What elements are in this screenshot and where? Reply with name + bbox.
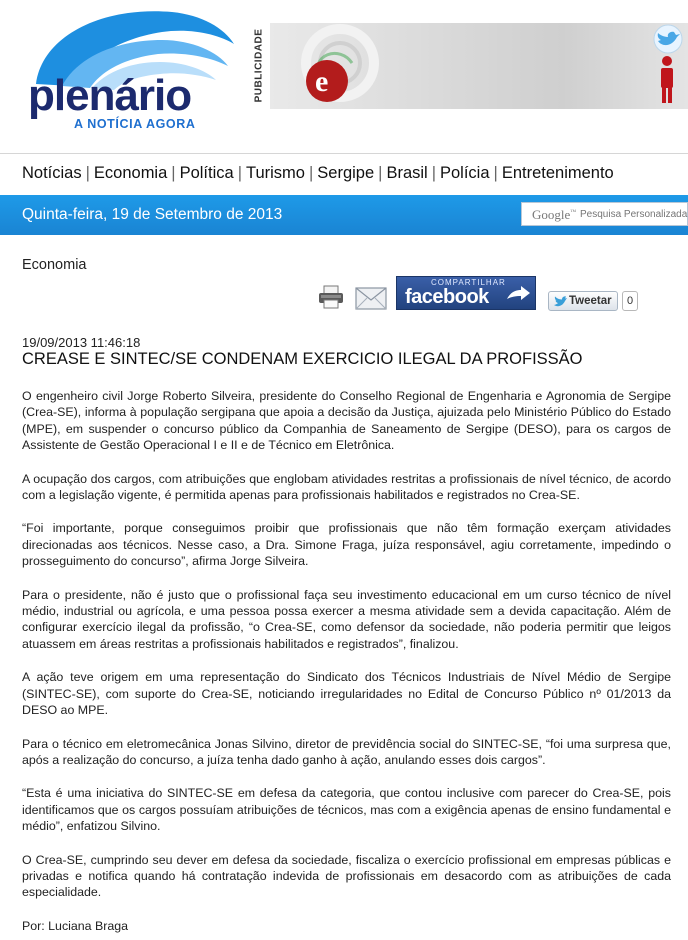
article-paragraph: O engenheiro civil Jorge Roberto Silveira, presidente do Conselho Regional de Engenharia e Agronomia de Sergipe (Crea-SE), informa à população sergipana que apoia a decisão da Justiça, ajuizada pelo Ministério Público do Estado (MPE), em suspender o concurso público da Companhia de Saneamento de Sergipe (DESO), para os cargos de Assistente de Gestão Operacional I e II e de Técnico em Eletrônica. [22,389,671,453]
article-paragraph: “Esta é uma iniciativa do SINTEC-SE em defesa da categoria, que contou inclusive com parecer do Crea-SE, pois identificamos que os cargos possuíam atribuições de técnicos, mas com a exigência apenas de ensino fundamental e médio”, enfatizou Silvino. [22,786,671,834]
article-paragraph: Para o presidente, não é justo que o profissional faça seu investimento educacional em um curso técnico de nível médio, industrial ou agrícola, e uma pessoa possa exercer a mesma atividade sem a devida capacitação. Além de configurar exercício ilegal da profissão, “o Crea-SE, como defensor da sociedade, não poderia permitir que leigos atuassem em áreas restritas a profissionais habilitados e registrados”, finalizou. [22,587,671,651]
twitter-bird-icon [554,296,567,307]
nav-item-brasil[interactable]: Brasil [386,164,428,182]
nav-separator: | [493,164,498,182]
search-input[interactable] [580,204,688,224]
ad-banner[interactable] [270,23,688,109]
twitter-bird-icon [654,25,682,53]
article-paragraph: “Foi importante, porque conseguimos proibir que profissionais que não têm formação exerçam atividades direcionadas aos técnicos. Nesse caso, a Dra. Simone Fraga, juíza responsável, agiu corretamente, impedindo o prosseguimento do concurso”, afirma Jorge Silveira. [22,521,671,569]
nav-item-sergipe[interactable]: Sergipe [317,164,375,182]
article-timestamp: 19/09/2013 11:46:18 [22,335,141,350]
logo-tagline: A NOTÍCIA AGORA [74,117,196,131]
nav-separator: | [85,164,90,182]
ad-artwork [270,23,688,109]
facebook-share-button[interactable] [396,276,536,310]
tweet-label: Tweetar [569,295,612,307]
nav-item-entretenimento[interactable]: Entretenimento [501,164,614,182]
facebook-share-caption: COMPARTILHAR [431,278,506,287]
nav-item-turismo[interactable]: Turismo [245,164,305,182]
nav-item-economia[interactable]: Economia [93,164,168,182]
tweet-button[interactable] [548,291,618,311]
google-logo: Google™ [532,207,577,222]
nav-separator: | [237,164,242,182]
current-date: Quinta-feira, 19 de Setembro de 2013 [22,206,283,223]
article-paragraph: Para o técnico em eletromecânica Jonas Silvino, diretor de previdência social do SINTEC-SE, “foi uma surpresa que, após a realização do concurso, a juíza tenha dado ganho à ação, anulando esses dois cargos”. [22,736,671,767]
nav-separator: | [171,164,176,182]
article-paragraph: A ação teve origem em uma representação do Sindicato dos Técnicos Industriais de Nível Médio de Sergipe (SINTEC-SE), com suporte do Crea-SE, noticiando irregularidades no Edital de Concurso Público nº 01/2013 da DESO ao MPE. [22,670,671,718]
envelope-icon[interactable] [355,285,387,311]
person-icon [661,56,673,103]
search-box[interactable] [521,202,688,226]
plenario-logo[interactable] [22,6,252,134]
article-paragraph: O Crea-SE, cumprindo seu dever em defesa da sociedade, fiscaliza o exercício profissional em empresas públicas e privadas e notifica quando há contratação indevida de profissionais em desacordo com as atribuições de cada especialidade. [22,852,671,900]
article-byline: Por: Luciana Braga [22,918,129,933]
nav-item-policia[interactable]: Polícia [440,164,490,182]
header-divider [0,153,688,154]
share-arrow-icon [505,285,531,305]
logo-name: plenário [28,71,192,120]
ad-label: PUBLICIDADE [253,28,265,103]
main-nav [22,164,614,186]
article-body [22,388,671,934]
section-label: Economia [22,257,87,273]
nav-separator: | [378,164,383,182]
nav-separator: | [431,164,436,182]
nav-item-noticias[interactable]: Notícias [22,164,82,182]
date-bar [0,195,688,235]
printer-icon[interactable] [318,285,344,309]
nav-item-politica[interactable]: Política [179,164,234,182]
facebook-label: facebook [405,286,489,308]
svg-text:e: e [315,65,329,98]
article-paragraph: A ocupação dos cargos, com atribuições que englobam atividades restritas a profissionais de nível técnico, de acordo com a legislação vigente, é permitida apenas para profissionais habilitados e registrados no Crea-SE. [22,471,671,503]
nav-separator: | [308,164,314,182]
tweet-count: 0 [622,291,638,311]
article-title: CREASE E SINTEC/SE CONDENAM EXERCICIO ILEGAL DA PROFISSÃO [22,350,583,368]
site-header [0,0,688,145]
